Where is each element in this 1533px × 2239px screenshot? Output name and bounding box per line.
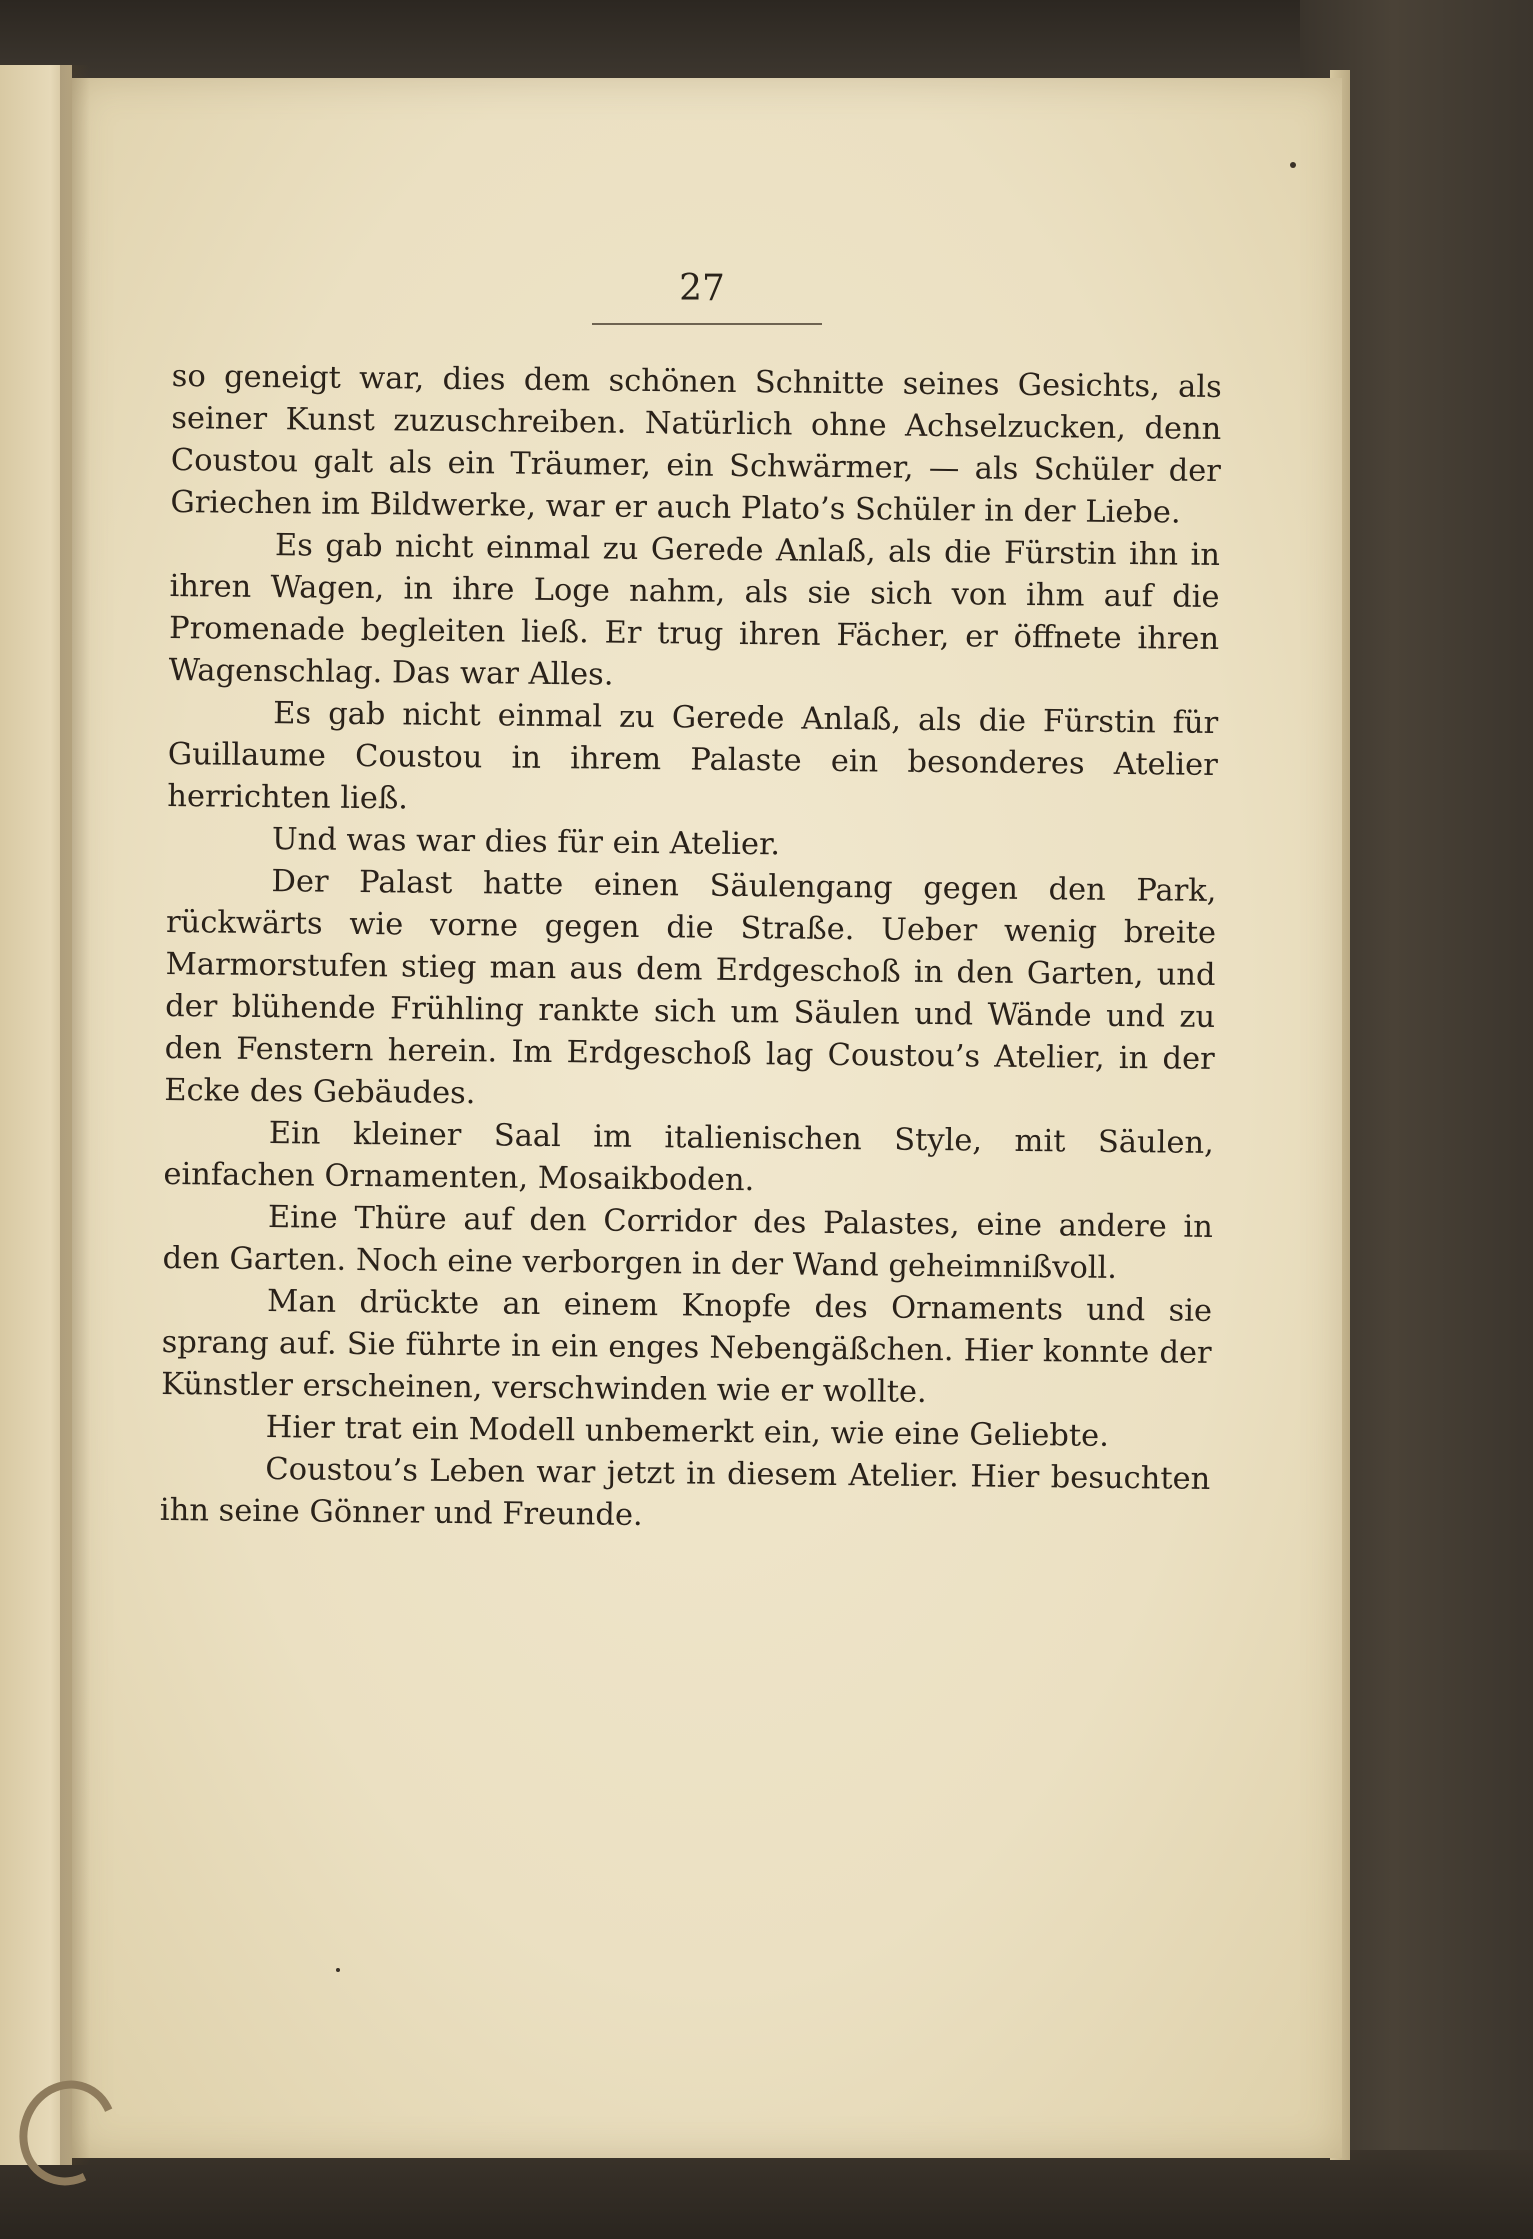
paragraph: Ein kleiner Saal im italienischen Style, mit Säulen, einfachen Ornamenten, Mosaikboden.: [163, 1116, 1214, 1199]
paragraph: Coustou’s Leben war jetzt in diesem Atelier. Hier besuchten ihn seine Gönner und Freunde.: [159, 1452, 1211, 1533]
spine-shadow: [60, 65, 90, 2165]
page-number: 27: [679, 268, 725, 309]
paragraph: Der Palast hatte einen Säulengang gegen den Park, rückwärts wie vorne gegen die Straße. Ueber wenig breite Marmorstufen stieg man aus dem Erdgeschoß in den Garten, und der blühende Frühling rankte sich um Säulen und Wände und zu den Fenstern herein. Im Erdgeschoß lag Coustou’s Atelier, in der Ecke des Gebäudes.: [164, 864, 1217, 1112]
body-text: [160, 356, 1222, 1543]
paragraph: so geneigt war, dies dem schönen Schnitte seines Gesichts, als seiner Kunst zuzuschreiben. Natürlich ohne Achselzucken, denn Coustou galt als ein Träumer, ein Schwärmer, — als Schüler der Griechen im Bildwerke, war er auch Plato’s Schüler in der Liebe.: [170, 358, 1222, 531]
paragraph: Eine Thüre auf den Corridor des Palastes, eine andere in den Garten. Noch eine verborgen in der Wand geheimnißvoll.: [162, 1200, 1214, 1286]
ink-speck: [336, 1968, 340, 1972]
ink-speck: [1290, 162, 1296, 168]
paragraph: Hier trat ein Modell unbemerkt ein, wie eine Geliebte.: [265, 1410, 1110, 1454]
paragraph: Es gab nicht einmal zu Gerede Anlaß, als die Fürstin für Guillaume Coustou in ihrem Palaste ein besonderes Atelier herrichten ließ.: [167, 696, 1219, 817]
page-number-rule: [592, 323, 822, 325]
book-page: [72, 78, 1342, 2158]
paragraph: Es gab nicht einmal zu Gerede Anlaß, als die Fürstin ihn in ihren Wagen, in ihre Loge nahm, als sie sich von ihm auf die Promenade begleiten ließ. Er trug ihren Fächer, er öffnete ihren Wagenschlag. Das war Alles.: [168, 528, 1221, 693]
paragraph: Man drückte an einem Knopfe des Ornaments und sie sprang auf. Sie führte in ein enges Nebengäßchen. Hier konnte der Künstler erscheinen, verschwinden wie er wollte.: [161, 1284, 1213, 1410]
paragraph: Und was war dies für ein Atelier.: [271, 822, 781, 863]
book-cover-bottom: [0, 2150, 1533, 2239]
